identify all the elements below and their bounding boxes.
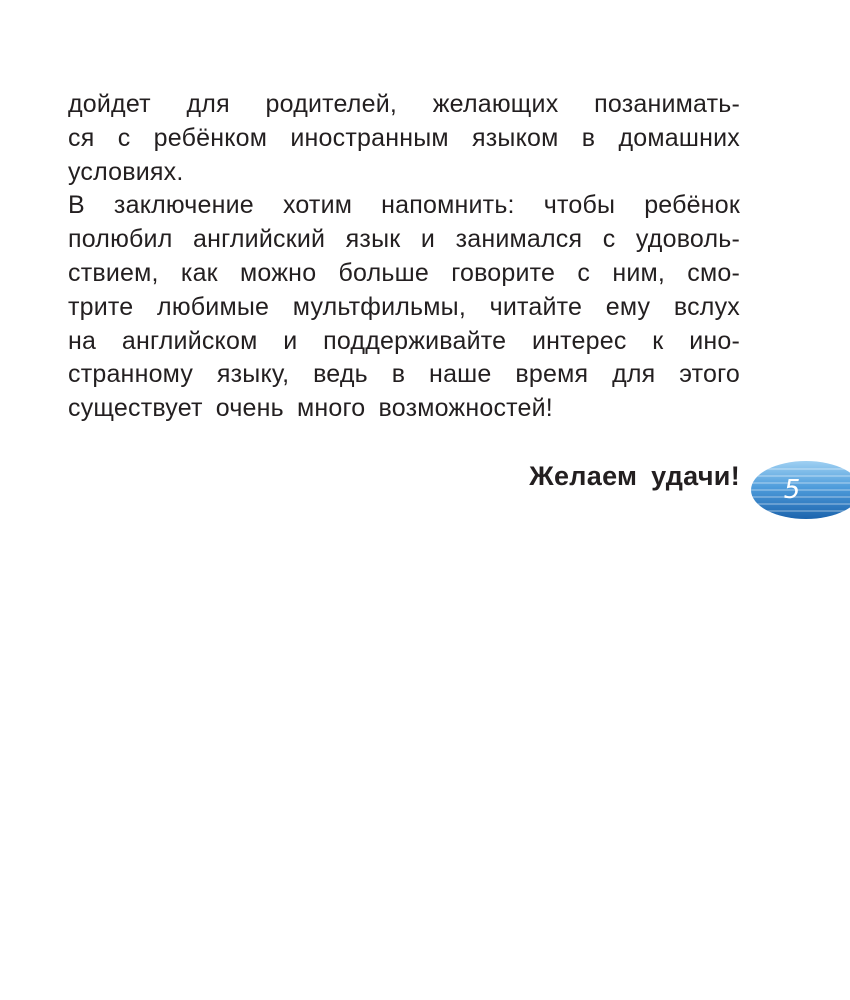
text-line: существует очень много возможностей! (68, 394, 553, 423)
text-line: трите любимые мультфильмы, читайте ему вслух (68, 292, 740, 321)
text-line: на английском и поддерживайте интерес к ино- (68, 326, 740, 355)
page-number-badge (751, 461, 850, 519)
text-line: полюбил английский язык и занимался с удоволь- (68, 225, 740, 254)
text-line: странному языку, ведь в наше время для этого (68, 360, 740, 389)
text-line: дойдет для родителей, желающих позанимать- (68, 90, 740, 118)
closing-wish: Желаем удачи! (529, 461, 740, 491)
page-number: 5 (783, 475, 801, 505)
text-line: ствием, как можно больше говорите с ним, смо- (68, 258, 740, 287)
text-line: ся с ребёнком иностранным языком в домашних (68, 123, 740, 152)
text-line: В заключение хотим напомнить: чтобы ребёнок (68, 191, 740, 220)
text-line: условиях. (68, 157, 184, 186)
body-text (68, 88, 740, 426)
